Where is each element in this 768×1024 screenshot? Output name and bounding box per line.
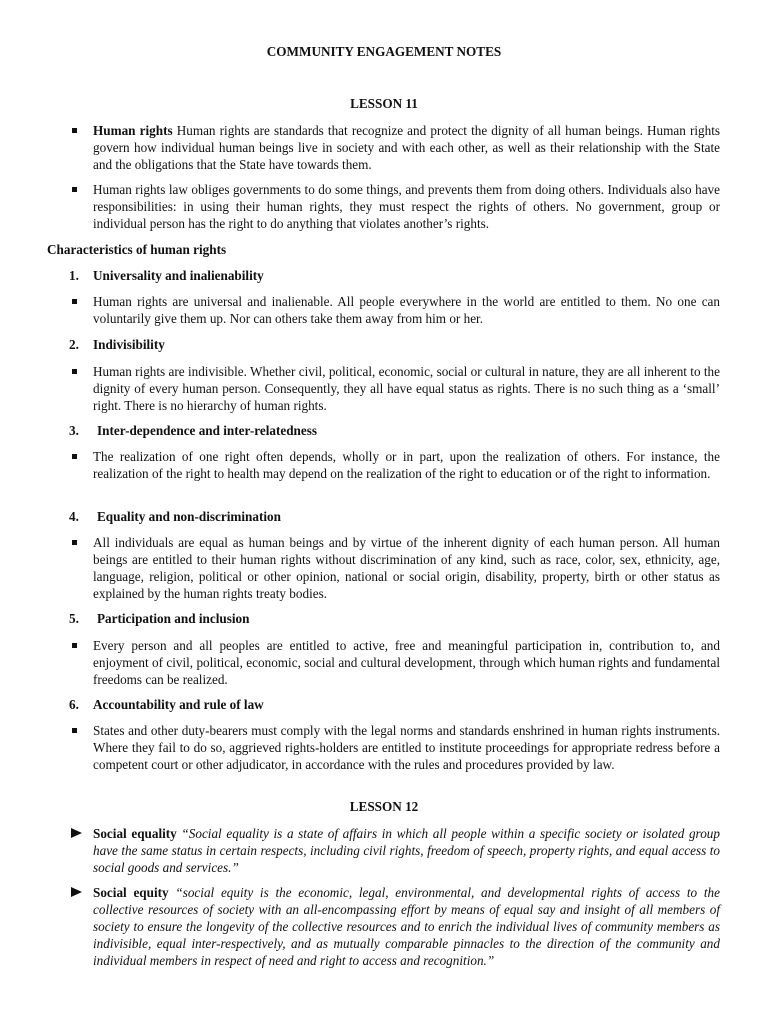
intro-bullet-human-rights-law [93, 181, 720, 232]
term-social-equality: Social equality [93, 826, 177, 841]
arrow-bullet-icon [71, 887, 82, 897]
lesson12-item-social-equity [93, 884, 720, 969]
square-bullet-icon [72, 187, 77, 192]
characteristic-title: Participation and inclusion [97, 611, 250, 626]
characteristic-bullet-1 [93, 293, 720, 327]
document-title: COMMUNITY ENGAGEMENT NOTES [266, 44, 502, 59]
definition-text: “social equity is the economic, legal, environmental, and developmental rights of access to the collective resources of society with an all-encompassing effort by means of equal say and insight of all members of society to ensure the longevity of the collective resources and to enrich the individual lives of community members as indivisible, equal inter-respectively, and as mutually comparable pinnacles to the direction of the community and individual members in respect of need and right to access and recognition.” [93, 885, 720, 968]
bullet-text: Human rights are universal and inalienable. All people everywhere in the world are entitled to them. No one can voluntarily give them up. Nor can others take them away from him or her. [93, 294, 720, 326]
characteristic-bullet-3 [93, 448, 720, 482]
characteristic-heading-1 [69, 267, 264, 284]
square-bullet-icon [72, 540, 77, 545]
section-title-characteristics: Characteristics of human rights [47, 242, 227, 257]
characteristic-title: Accountability and rule of law [93, 697, 264, 712]
term-social-equity: Social equity [93, 885, 169, 900]
bullet-text: Every person and all peoples are entitled to active, free and meaningful participation in, contribution to, and enjoyment of civil, political, economic, social and cultural development, through which human rights and fundamental freedoms can be realized. [93, 638, 720, 687]
square-bullet-icon [72, 454, 77, 459]
list-number: 6. [69, 697, 79, 712]
list-number: 4. [69, 509, 79, 524]
square-bullet-icon [72, 728, 77, 733]
bullet-text: All individuals are equal as human beings and by virtue of the inherent dignity of each human person. All human beings are entitled to their human rights without discrimination of any kind, such as race, color, sex, ethnicity, age, language, religion, political or other opinion, national or social origin, disability, property, birth or other status as explained by the human rights treaty bodies. [93, 535, 720, 601]
bullet-text: Human rights law obliges governments to do some things, and prevents them from doing others. Individuals also have responsibilities: in using their human rights, they must respect the rights of others. No government, group or individual person has the right to do anything that violates another’s rights. [93, 182, 720, 231]
list-number: 1. [69, 268, 79, 283]
characteristic-heading-4 [69, 508, 281, 525]
characteristic-heading-6 [69, 696, 264, 713]
lesson-12-heading: LESSON 12 [349, 799, 419, 814]
characteristic-title: Universality and inalienability [93, 268, 264, 283]
characteristic-bullet-2 [93, 363, 720, 414]
list-number: 3. [69, 423, 79, 438]
bullet-text: Human rights are indivisible. Whether civil, political, economic, social or cultural in nature, they are all inherent to the dignity of every human person. Consequently, they all have equal status as rights. There is no such thing as a ‘small’ right. There is no hierarchy of human rights. [93, 364, 720, 413]
list-number: 5. [69, 611, 79, 626]
bullet-text: The realization of one right often depends, wholly or in part, upon the realization of others. For instance, the realization of the right to health may depend on the realization of the right to education or of the right to information. [93, 449, 720, 481]
square-bullet-icon [72, 643, 77, 648]
definition-text: “Social equality is a state of affairs in which all people within a specific society or isolated group have the same status in certain respects, including civil rights, freedom of speech, property rights, and equal access to social goods and services.” [93, 826, 720, 875]
characteristic-heading-3 [69, 422, 318, 439]
lesson12-item-social-equality [93, 825, 720, 876]
square-bullet-icon [72, 369, 77, 374]
list-number: 2. [69, 337, 79, 352]
characteristic-bullet-6 [93, 722, 720, 773]
lesson-11-heading: LESSON 11 [350, 96, 418, 111]
intro-bullet-human-rights [93, 122, 720, 173]
characteristic-bullet-5 [93, 637, 720, 688]
characteristic-heading-5 [69, 610, 250, 627]
bullet-text: Human rights are standards that recognize and protect the dignity of all human beings. Human rights govern how individual human beings live in society and with each other, as well as their relationship with the State and the obligations that the State have towards them. [93, 123, 720, 172]
square-bullet-icon [72, 128, 77, 133]
bullet-text: States and other duty-bearers must comply with the legal norms and standards enshrined in human rights instruments. Where they fail to do so, aggrieved rights-holders are entitled to institute proceedings for appropriate redress before a competent court or other adjudicator, in accordance with the rules and procedures provided by law. [93, 723, 720, 772]
square-bullet-icon [72, 299, 77, 304]
arrow-bullet-icon [71, 828, 82, 838]
characteristic-heading-2 [69, 336, 165, 353]
term-human-rights: Human rights [93, 123, 173, 138]
characteristic-title: Equality and non-discrimination [97, 509, 281, 524]
characteristic-title: Indivisibility [93, 337, 165, 352]
characteristic-title: Inter-dependence and inter-relatedness [97, 423, 318, 438]
characteristic-bullet-4 [93, 534, 720, 602]
